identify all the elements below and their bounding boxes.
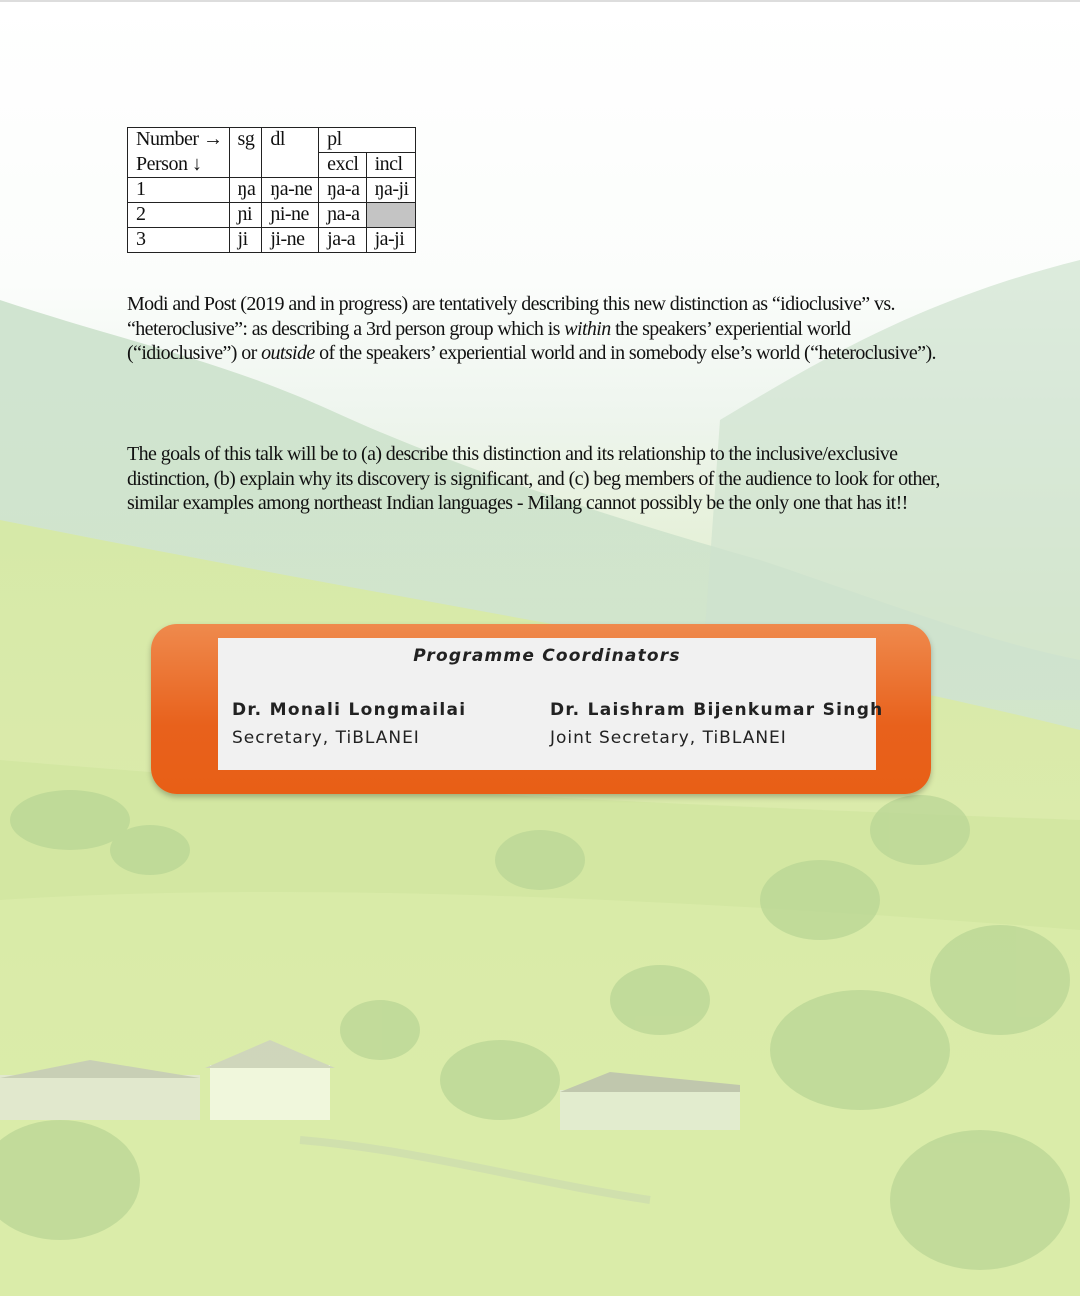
paragraph-goals: The goals of this talk will be to (a) describe this distinction and its relationship to the inclusive/exclusive distinction, (b) explain why its discovery is significant, and (c) beg members of the audience to look for other, similar examples among northeast Indian languages - Milang cannot possibly be the only one that has it!! [127,443,940,514]
form-cell: ja-a [319,228,366,253]
incl-header: incl [366,153,415,178]
coordinator-name: Dr. Monali Longmailai [232,700,467,720]
para1-italic-outside: outside [261,342,315,364]
coordinator-role: Secretary, TiBLANEI [232,728,420,748]
coordinator-role: Joint Secretary, TiBLANEI [550,728,787,748]
form-cell: ŋa-ji [366,178,415,203]
coordinators-panel [218,638,884,770]
coordinator-2 [550,700,884,748]
form-cell: ji-ne [262,228,319,253]
person-header: Person ↓ [128,153,230,178]
person-cell: 3 [128,228,230,253]
form-cell: ji [229,228,262,253]
person-cell: 1 [128,178,230,203]
form-cell: ŋa-ne [262,178,319,203]
coordinator-1 [232,700,466,748]
table-row [128,203,416,228]
table-row [128,228,416,253]
person-cell: 2 [128,203,230,228]
shaded-cell [366,203,415,228]
form-cell: ɲi [229,203,262,228]
table-row [128,178,416,203]
form-cell: ɲa-a [319,203,366,228]
number-header: Number → [128,128,230,153]
blank-cell [229,153,262,178]
pl-header: pl [319,128,415,153]
coordinators-title: Programme Coordinators [413,646,681,666]
sg-header: sg [229,128,262,153]
para1-text: of the speakers’ experiential world and in somebody else’s world (“heteroclusive”). [314,342,936,364]
excl-header: excl [319,153,366,178]
form-cell: ŋa-a [319,178,366,203]
coordinator-name: Dr. Laishram Bijenkumar Singh [550,700,884,720]
dl-header: dl [262,128,319,153]
para1-italic-within: within [564,317,611,340]
form-cell: ŋa [229,178,262,203]
blank-cell [262,153,319,178]
form-cell: ɲi-ne [262,203,319,228]
para1-text: the speakers’ experiential world (“idioclusive”) or [127,317,851,364]
para1-text: Modi and Post (2019 and in progress) are tentatively describing this new distinction as “idioclusive” vs. “heteroclusive”: as describing a 3rd person group which is [127,293,895,340]
pronoun-table [127,127,416,253]
paragraph-idioclusive [127,292,947,366]
form-cell: ja-ji [366,228,415,253]
